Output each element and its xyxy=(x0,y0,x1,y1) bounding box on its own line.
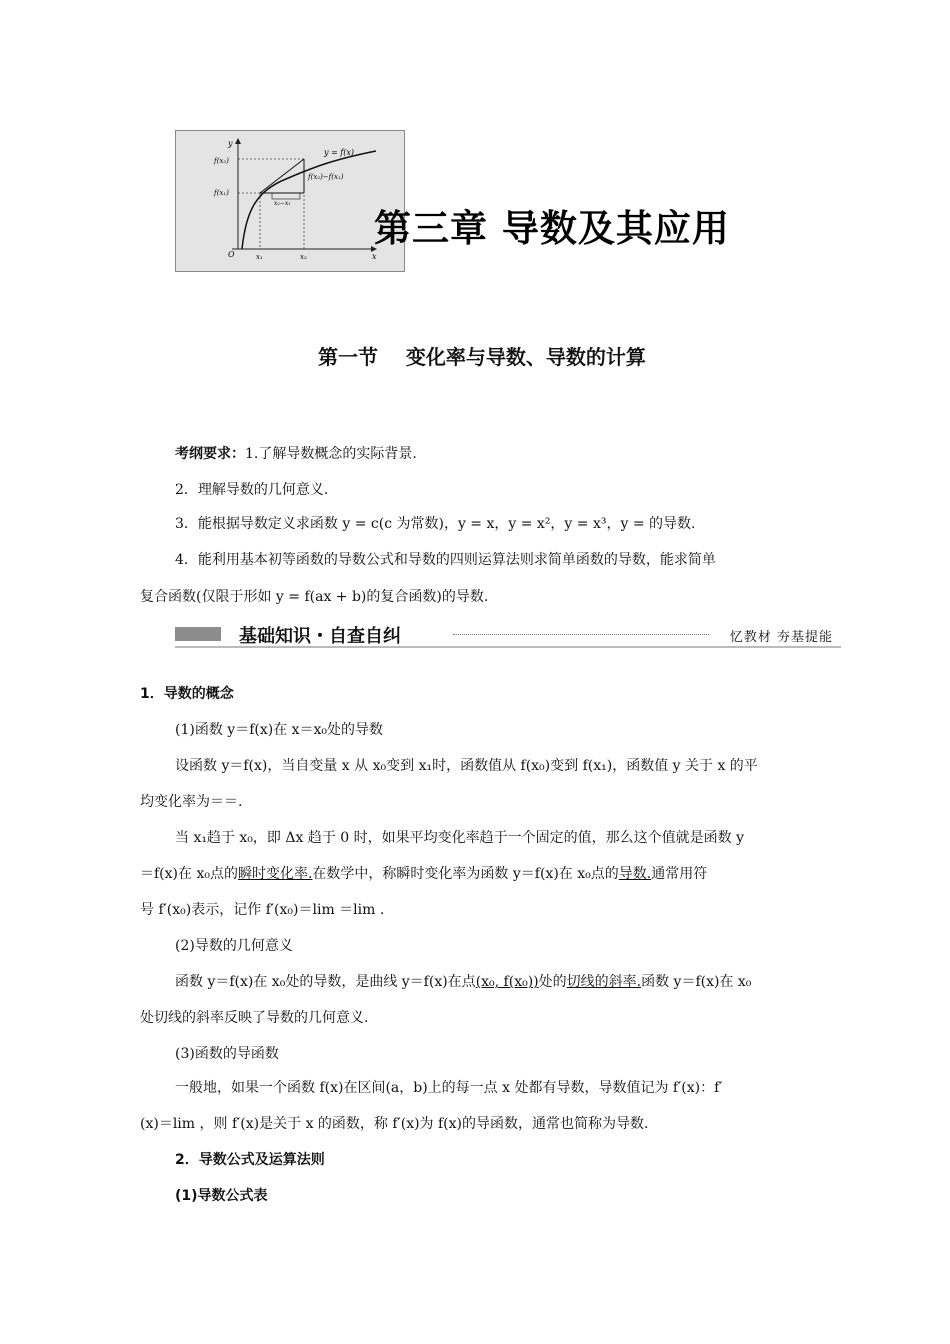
requirement-4-line-1: 4．能利用基本初等函数的导数公式和导数的四则运算法则求简单函数的导数，能求简单 xyxy=(175,552,716,568)
text-run: 处的 xyxy=(538,974,567,990)
text-run: ＝f(x)在 x₀点的 xyxy=(140,866,238,882)
paragraph-1-line-2: 均变化率为＝＝. xyxy=(140,794,243,810)
section-title: 第一节 变化率与导数、导数的计算 xyxy=(318,345,646,369)
banner-subtitle: 忆教材 夯基提能 xyxy=(729,630,833,645)
banner-block xyxy=(175,627,221,641)
dy-label: f(x₂)−f(x₁) xyxy=(308,173,344,181)
requirements-label: 考纲要求： xyxy=(175,446,245,462)
y-axis-label: y xyxy=(228,139,233,148)
term-tangent-slope: 切线的斜率. xyxy=(566,974,642,990)
secant-line xyxy=(260,159,304,193)
paragraph-3-line-2: 处切线的斜率反映了导数的几何意义. xyxy=(140,1010,369,1026)
subheading-4: (1)导数公式表 xyxy=(175,1188,268,1204)
requirement-1: 1.了解导数概念的实际背景. xyxy=(245,446,417,462)
derivative-figure xyxy=(175,130,405,272)
banner-title: 基础知识・自查自纠 xyxy=(239,626,401,647)
requirement-3: 3．能根据导数定义求函数 y = c(c 为常数)，y = x，y = x²，y = x³，y = 的导数. xyxy=(175,516,696,532)
paragraph-2-line-2 xyxy=(140,864,707,884)
paragraph-3-line-1 xyxy=(175,972,751,992)
dx-label: x₂−x₁ xyxy=(274,200,291,207)
secant-line-diagram xyxy=(176,131,404,271)
fx2-label: f(x₂) xyxy=(214,157,229,165)
text-run: 函数 y＝f(x)在 x₀ xyxy=(641,974,752,990)
x1-label: x₁ xyxy=(256,253,263,261)
fx1-label: f(x₁) xyxy=(214,189,229,197)
text-run: 通常用符 xyxy=(651,866,708,882)
requirement-4-line-2: 复合函数(仅限于形如 y = f(ax + b)的复合函数)的导数. xyxy=(140,589,489,605)
requirement-2: 2．理解导数的几何意义. xyxy=(175,482,329,498)
paragraph-2-line-1: 当 x₁趋于 x₀，即 Δx 趋于 0 时，如果平均变化率趋于一个固定的值，那么这个值就是函数 y xyxy=(175,830,744,846)
origin-label: O xyxy=(228,250,235,259)
subheading-2: (2)导数的几何意义 xyxy=(175,938,293,954)
x2-label: x₂ xyxy=(300,253,307,261)
requirements-line-1 xyxy=(175,444,417,464)
term-instantaneous-rate: 瞬时变化率. xyxy=(237,866,313,882)
curve-label: y = f(x) xyxy=(324,148,355,157)
heading-2: 2．导数公式及运算法则 xyxy=(175,1152,325,1168)
section-banner xyxy=(175,622,841,646)
text-run: 函数 y＝f(x)在 x₀处的导数，是曲线 y＝f(x)在点 xyxy=(175,974,476,990)
paragraph-1-line-1: 设函数 y＝f(x)，当自变量 x 从 x₀变到 x₁时，函数值从 f(x₀)变到 f(x₁)，函数值 y 关于 x 的平 xyxy=(175,758,758,774)
text-run: 在数学中，称瞬时变化率为函数 y＝f(x)在 x₀点的 xyxy=(312,866,619,882)
banner-dotted-leader xyxy=(453,634,709,635)
x-axis-label: x xyxy=(372,252,377,261)
term-derivative: 导数. xyxy=(618,866,652,882)
term-point: (x₀, f(x₀)) xyxy=(475,974,539,990)
paragraph-4-line-1: 一般地，如果一个函数 f(x)在区间(a，b)上的每一点 x 处都有导数，导数值记为 f′(x)：f′ xyxy=(175,1080,723,1096)
banner-rule xyxy=(175,646,841,648)
subheading-3: (3)函数的导函数 xyxy=(175,1046,279,1062)
curve xyxy=(242,151,376,249)
paragraph-2-line-3: 号 f′(x₀)表示，记作 f′(x₀)＝lim ＝lim . xyxy=(140,902,385,918)
subheading-1: (1)函数 y＝f(x)在 x＝x₀处的导数 xyxy=(175,722,384,738)
heading-1: 1．导数的概念 xyxy=(140,686,234,702)
chapter-title: 第三章 导数及其应用 xyxy=(374,206,730,250)
paragraph-4-line-2: (x)＝lim ，则 f′(x)是关于 x 的函数，称 f′(x)为 f(x)的导函数，通常也简称为导数. xyxy=(140,1116,649,1132)
